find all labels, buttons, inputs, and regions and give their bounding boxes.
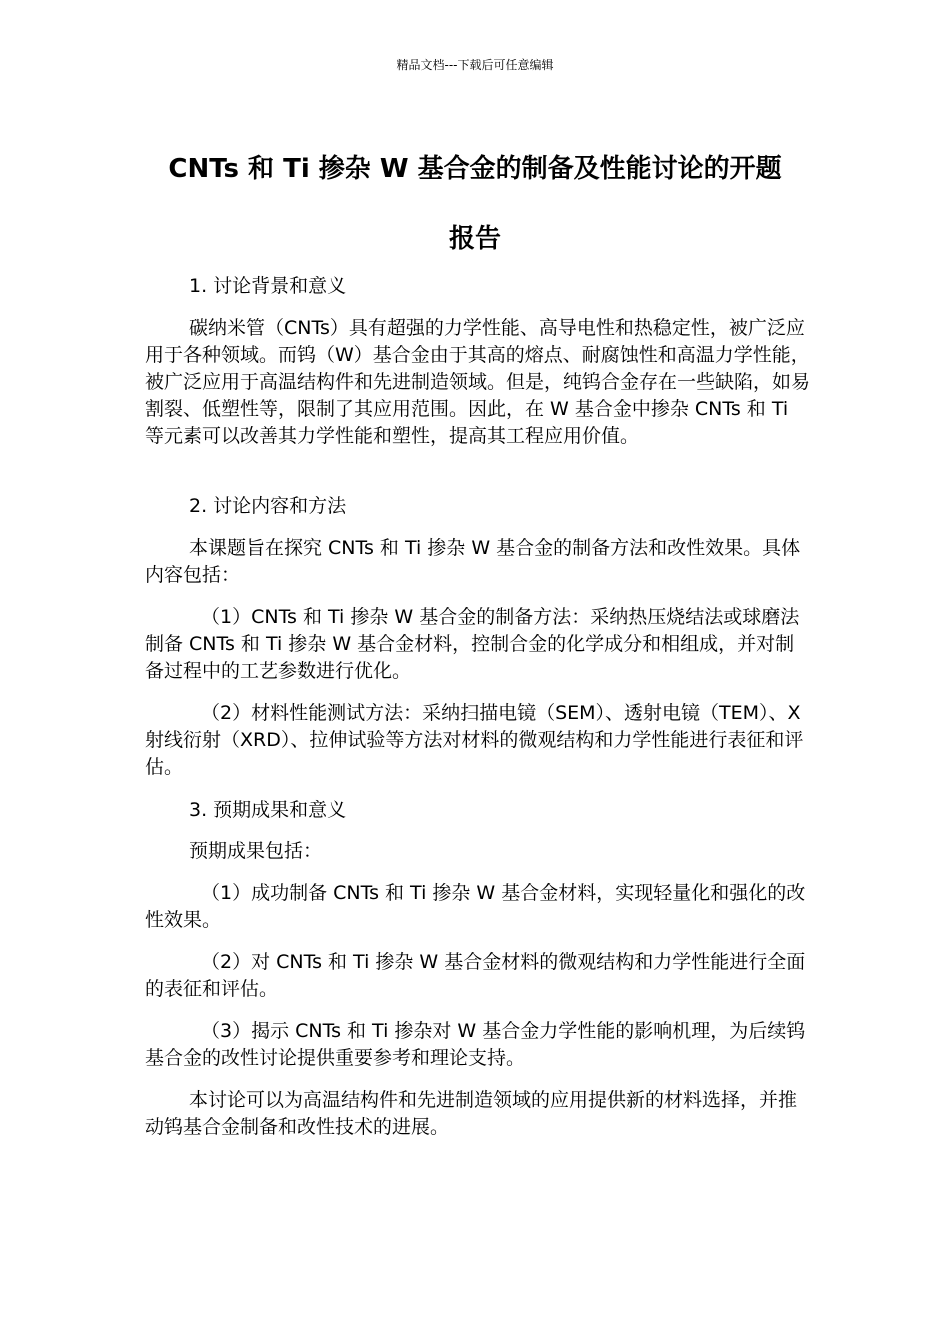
section-2-intro: 本课题旨在探究 CNTs 和 Ti 掺杂 W 基合金的制备方法和改性效果。具体内容包括：: [145, 537, 801, 586]
title-line-2: 报告: [448, 224, 501, 254]
document-title: [145, 134, 805, 274]
section-2-item-1: （1）CNTs 和 Ti 掺杂 W 基合金的制备方法：采纳热压烧结法或球磨法制备 CNTs 和 Ti 掺杂 W 基合金材料，控制合金的化学成分和相组成，并对制备过程中的工艺参数进行优化。: [145, 606, 800, 682]
section-1-paragraph: 碳纳米管（CNTs）具有超强的力学性能、高导电性和热稳定性，被广泛应用于各种领域。而钨（W）基合金由于其高的熔点、耐腐蚀性和高温力学性能，被广泛应用于高温结构件和先进制造领域。但是，纯钨合金存在一些缺陷，如易割裂、低塑性等，限制了其应用范围。因此，在 W 基合金中掺杂 CNTs 和 Ti 等元素可以改善其力学性能和塑性，提高其工程应用价值。: [145, 317, 811, 447]
section-1-heading: 1. 讨论背景和意义: [189, 275, 347, 297]
title-line-1: CNTs 和 Ti 掺杂 W 基合金的制备及性能讨论的开题: [168, 154, 782, 184]
section-2-heading: 2. 讨论内容和方法: [189, 495, 347, 517]
section-3-heading: 3. 预期成果和意义: [189, 799, 347, 821]
section-3-item-3: （3）揭示 CNTs 和 Ti 掺杂对 W 基合金力学性能的影响机理，为后续钨基合金的改性讨论提供重要参考和理论支持。: [145, 1020, 806, 1069]
conclusion-paragraph: 本讨论可以为高温结构件和先进制造领域的应用提供新的材料选择，并推动钨基合金制备和改性技术的进展。: [145, 1089, 798, 1138]
section-2-item-2: （2）材料性能测试方法：采纳扫描电镜（SEM）、透射电镜（TEM）、X 射线衍射（XRD）、拉伸试验等方法对材料的微观结构和力学性能进行表征和评估。: [145, 702, 804, 778]
section-3-item-1: （1）成功制备 CNTs 和 Ti 掺杂 W 基合金材料，实现轻量化和强化的改性效果。: [145, 882, 806, 931]
header-note: 精品文档---下载后可任意编辑: [396, 58, 554, 72]
section-3-intro: 预期成果包括：: [189, 840, 323, 862]
section-3-item-2: （2）对 CNTs 和 Ti 掺杂 W 基合金材料的微观结构和力学性能进行全面的表征和评估。: [145, 951, 806, 1000]
